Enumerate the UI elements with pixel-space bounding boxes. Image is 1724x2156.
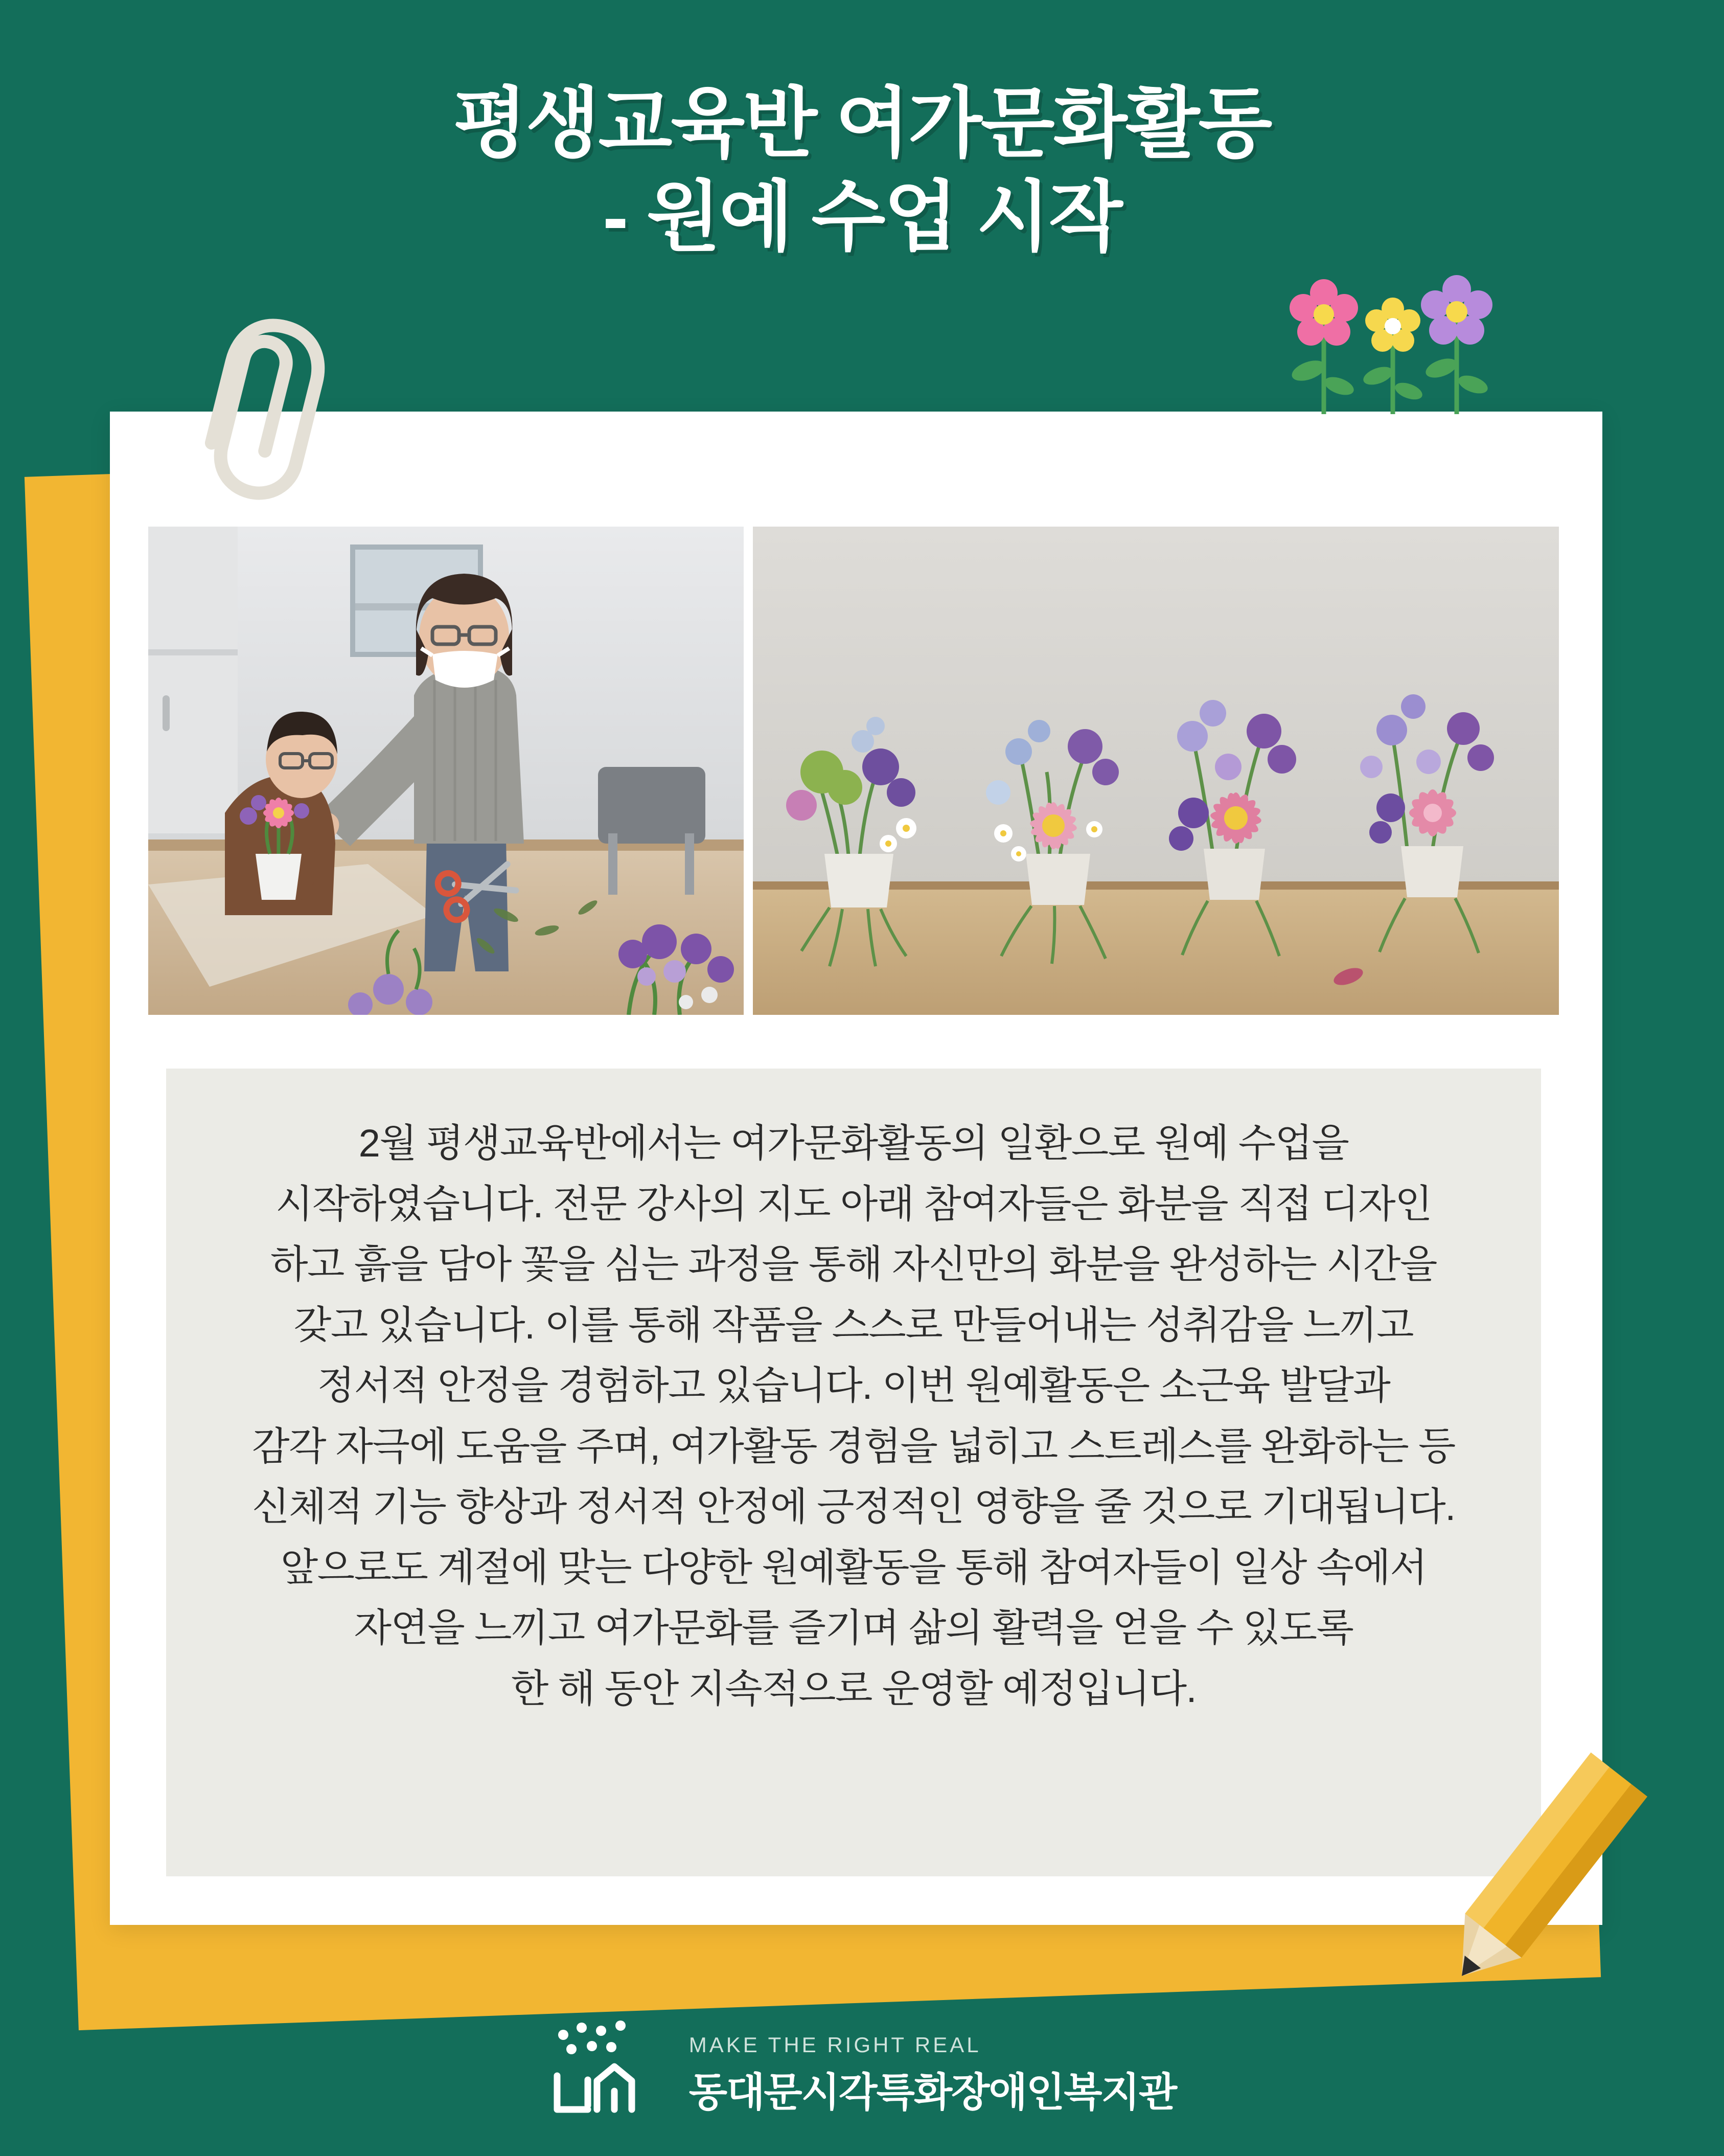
flower-yellow [1365, 298, 1420, 352]
photo-finished-flower-pots [753, 527, 1559, 1015]
flower-purple [1421, 275, 1492, 345]
body-line: 한 해 동안 지속적으로 운영할 예정입니다. [511, 1667, 1197, 1711]
title-line-2: - 원예 수업 시작 [603, 174, 1121, 260]
body-line: 갖고 있습니다. 이를 통해 작품을 스스로 만들어내는 성취감을 느끼고 [293, 1303, 1414, 1347]
flower-pink [1290, 279, 1358, 346]
footer-organization-name: 동대문시각특화장애인복지관 [688, 2070, 1177, 2115]
flower-decoration-group [1288, 266, 1508, 419]
body-line: 2월 평생교육반에서는 여가문화활동의 일환으로 원예 수업을 [358, 1122, 1349, 1165]
title-line-1: 평생교육반 여가문화활동 [453, 80, 1271, 166]
body-line: 시작하였습니다. 전문 강사의 지도 아래 참여자들은 화분을 직접 디자인 [275, 1182, 1432, 1226]
page-title [0, 77, 1724, 264]
body-line: 정서적 안정을 경험하고 있습니다. 이번 원예활동은 소근육 발달과 [317, 1364, 1390, 1408]
body-line: 하고 흙을 담아 꽃을 심는 과정을 통해 자신만의 화분을 완성하는 시간을 [270, 1243, 1437, 1287]
body-line: 자연을 느끼고 여가문화를 즐기며 삶의 활력을 얻을 수 있도록 [354, 1606, 1353, 1650]
pencil-icon [1411, 1728, 1676, 2014]
footer [0, 1994, 1724, 2147]
body-line: 신체적 기능 향상과 정서적 안정에 긍정적인 영향을 줄 것으로 기대됩니다. [252, 1485, 1455, 1529]
body-line: 앞으로도 계절에 맞는 다양한 원예활동을 통해 참여자들이 일상 속에서 [280, 1546, 1427, 1590]
body-text-panel [166, 1069, 1541, 1876]
photo-gallery [148, 527, 1559, 1015]
organization-logo-icon [548, 2019, 676, 2122]
footer-tagline: MAKE THE RIGHT REAL [688, 2033, 981, 2057]
body-line: 감각 자극에 도움을 주며, 여가활동 경험을 넓히고 스트레스를 완화하는 등 [252, 1424, 1455, 1468]
photo-instructor-and-participant [148, 527, 744, 1015]
